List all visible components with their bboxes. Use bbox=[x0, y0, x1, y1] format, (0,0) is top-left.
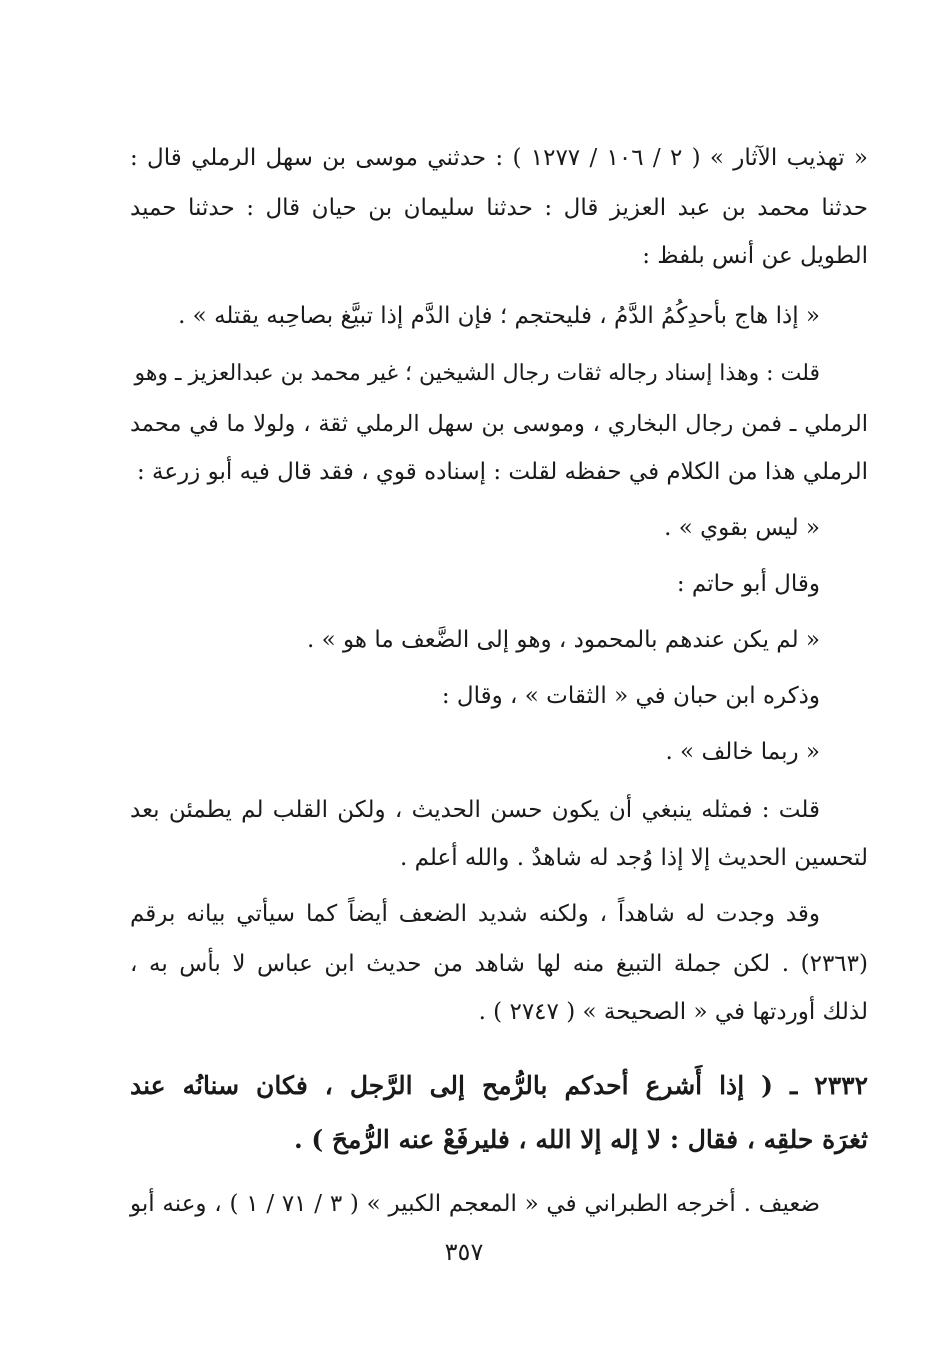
hadith-heading: ثغرَة حلقِه ، فقال : لا إله إلا الله ، فليرفَعْ عنه الرُّمحَ ) . bbox=[293, 1125, 868, 1154]
text-line: ضعيف . أخرجه الطبراني في « المعجم الكبير » ( ٣ / ٧١ / ١ ) ، وعنه أبو bbox=[130, 1191, 821, 1217]
text-line: وقال أبو حاتم : bbox=[676, 571, 820, 597]
text-line: (٢٣٦٣) . لكن جملة التبيغ منه لها شاهد من حديث ابن عباس لا بأس به ، bbox=[130, 951, 868, 977]
hadith-quote: « إذا هاج بأحدِكُمُ الدَّمُ ، فليحتجم ؛ فإن الدَّم إذا تبيَّغ بصاحِبه يقتله » . bbox=[178, 303, 820, 329]
text-line: لذلك أوردتها في « الصحيحة » ( ٢٧٤٧ ) . bbox=[478, 999, 868, 1025]
text-line: قلت : وهذا إسناد رجاله ثقات رجال الشيخين ؛ غير محمد بن عبدالعزيز ـ وهو bbox=[134, 361, 820, 386]
text-line: وقد وجدت له شاهداً ، ولكنه شديد الضعف أيضاً كما سيأتي بيانه برقم bbox=[130, 901, 820, 927]
text-line: الرملي هذا من الكلام في حفظه لقلت : إسناده قوي ، فقد قال فيه أبو زرعة : bbox=[136, 459, 868, 485]
hadith-heading: ٢٣٣٢ ـ ( إذا أَشرع أحدكم بالرُّمح إلى الرَّجل ، فكان سنانُه عند bbox=[130, 1071, 868, 1100]
text-line: « تهذيب الآثار » ( ٢ / ١٠٦ / ١٢٧٧ ) : حدثني موسى بن سهل الرملي قال : bbox=[130, 145, 869, 171]
page-number: ٣٥٧ bbox=[444, 1238, 484, 1266]
quote-line: « ليس بقوي » . bbox=[664, 515, 820, 541]
quote-line: « لم يكن عندهم بالمحمود ، وهو إلى الضَّعف ما هو » . bbox=[307, 627, 820, 653]
text-line: الرملي ـ فمن رجال البخاري ، وموسى بن سهل الرملي ثقة ، ولولا ما في محمد bbox=[130, 411, 868, 437]
text-line: الطويل عن أنس بلفظ : bbox=[642, 243, 868, 269]
text-line: لتحسين الحديث إلا إذا وُجد له شاهدٌ . والله أعلم . bbox=[399, 845, 868, 871]
text-line: قلت : فمثله ينبغي أن يكون حسن الحديث ، ولكن القلب لم يطمئن بعد bbox=[130, 797, 820, 823]
quote-line: « ربما خالف » . bbox=[665, 739, 820, 765]
text-line: وذكره ابن حبان في « الثقات » ، وقال : bbox=[441, 683, 820, 709]
text-line: حدثنا محمد بن عبد العزيز قال : حدثنا سليمان بن حيان قال : حدثنا حميد bbox=[130, 195, 868, 221]
